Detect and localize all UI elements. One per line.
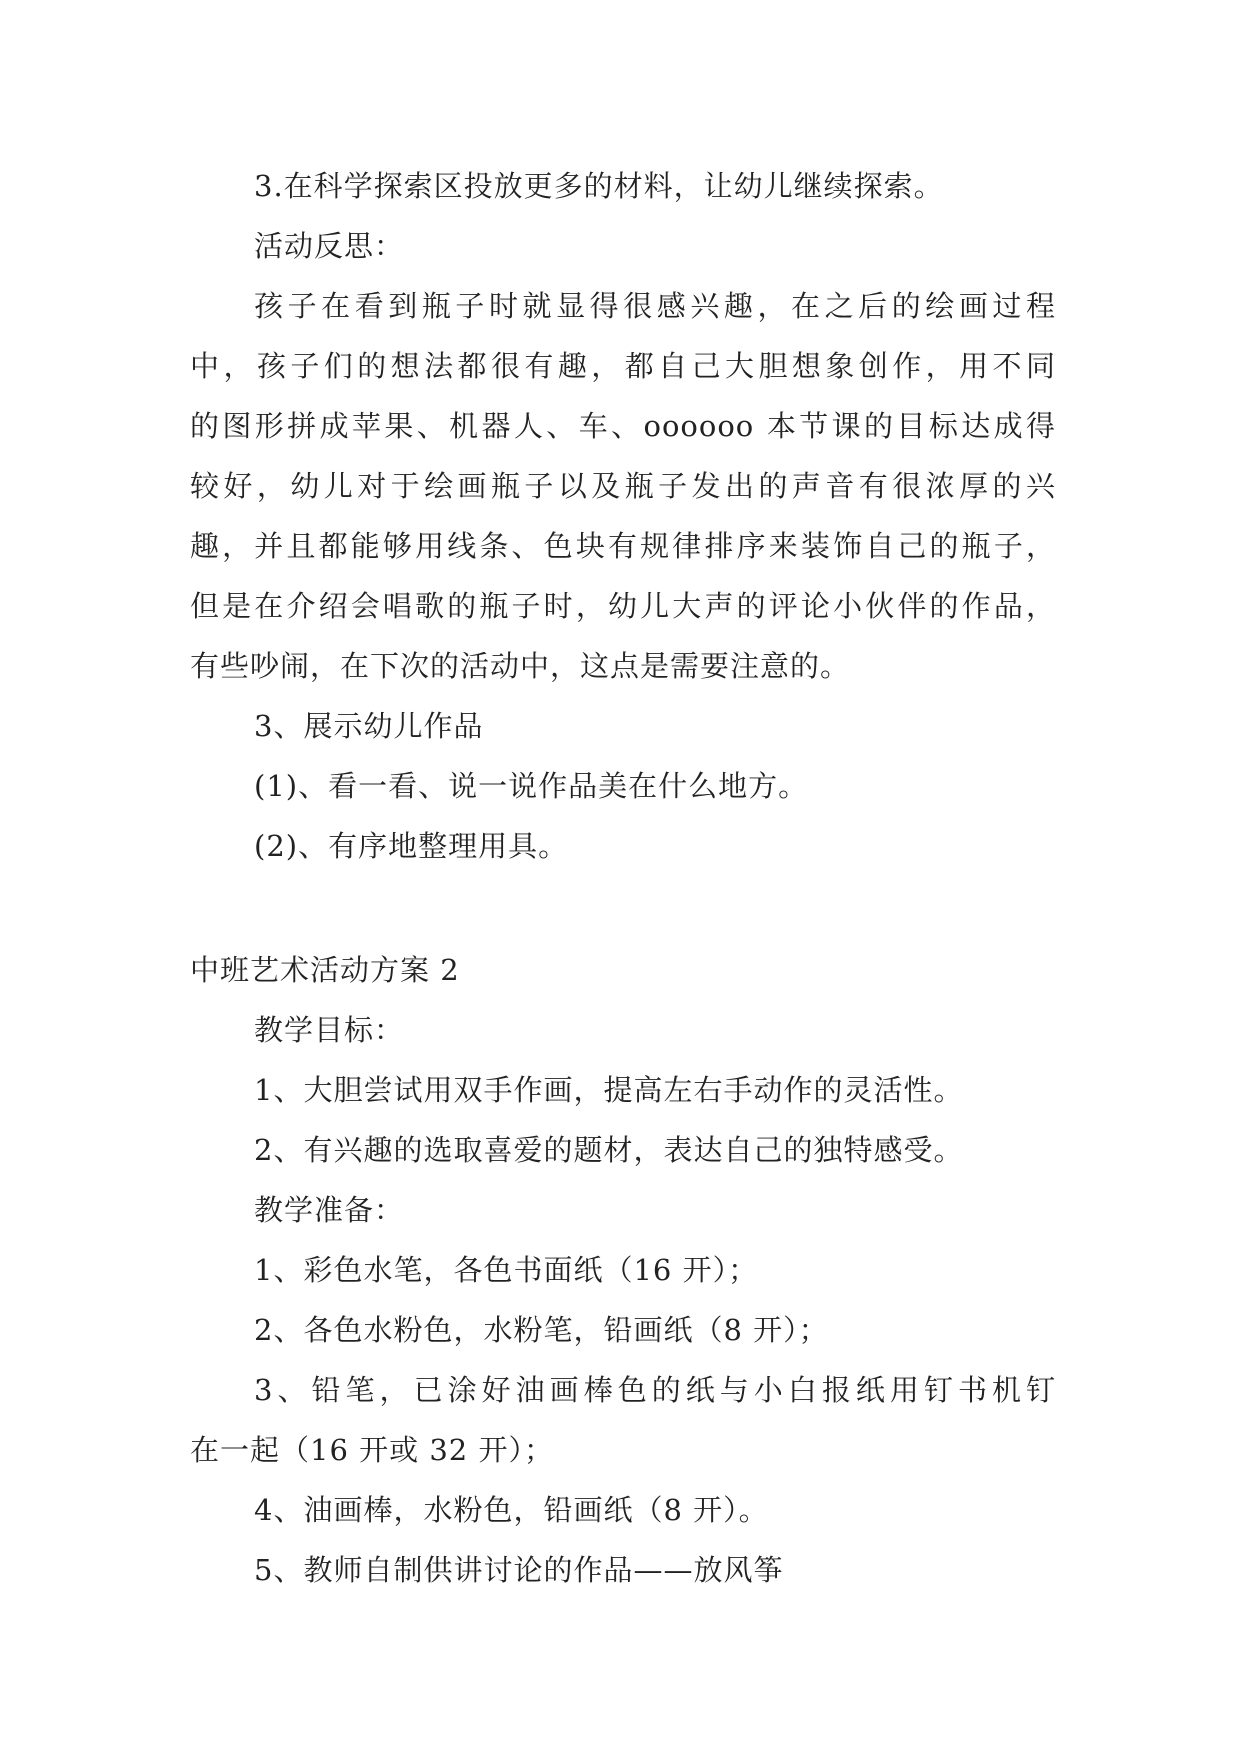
prep-item: 1、彩色水笔，各色书面纸（16 开）； — [254, 1253, 759, 1287]
prep-item: 4、油画棒，水粉色，铅画纸（8 开）。 — [254, 1493, 769, 1527]
extension-item-3: 3.在科学探索区投放更多的材料，让幼儿继续探索。 — [254, 169, 944, 203]
reflection-line: 中，孩子们的想法都很有趣，都自己大胆想象创作，用不同 — [190, 349, 1056, 383]
reflection-line: 但是在介绍会唱歌的瓶子时，幼儿大声的评论小伙伴的作品， — [190, 589, 1056, 623]
section-gap — [190, 876, 1056, 940]
reflection-heading: 活动反思： — [254, 229, 405, 263]
display-item: (1)、看一看、说一说作品美在什么地方。 — [254, 769, 809, 803]
reflection-line: 趣，并且都能够用线条、色块有规律排序来装饰自己的瓶子， — [190, 529, 1056, 563]
prep-item-3-line-1: 3、铅笔，已涂好油画棒色的纸与小白报纸用钉书机钉 — [254, 1373, 1056, 1407]
display-heading: 3、展示幼儿作品 — [254, 709, 484, 743]
goal-item: 2、有兴趣的选取喜爱的题材，表达自己的独特感受。 — [254, 1133, 964, 1167]
display-item: (2)、有序地整理用具。 — [254, 829, 569, 863]
prep-item-3-line-2: 在一起（16 开或 32 开）； — [190, 1433, 554, 1467]
prep-item: 2、各色水粉色，水粉笔，铅画纸（8 开）； — [254, 1313, 829, 1347]
reflection-paragraph — [190, 276, 1056, 696]
prep-heading: 教学准备： — [254, 1193, 405, 1227]
goal-item: 1、大胆尝试用双手作画，提高左右手动作的灵活性。 — [254, 1073, 964, 1107]
reflection-line: 孩子在看到瓶子时就显得很感兴趣，在之后的绘画过程 — [254, 289, 1056, 323]
section-title: 中班艺术活动方案 2 — [190, 953, 460, 987]
goals-heading: 教学目标： — [254, 1013, 405, 1047]
prep-item: 5、教师自制供讲讨论的作品——放风筝 — [254, 1553, 784, 1587]
reflection-line: 较好，幼儿对于绘画瓶子以及瓶子发出的声音有很浓厚的兴 — [190, 469, 1056, 503]
reflection-line: 有些吵闹，在下次的活动中，这点是需要注意的。 — [190, 649, 851, 683]
reflection-line: 的图形拼成苹果、机器人、车、oooooo 本节课的目标达成得 — [190, 409, 1056, 443]
document-body — [190, 156, 1056, 1600]
